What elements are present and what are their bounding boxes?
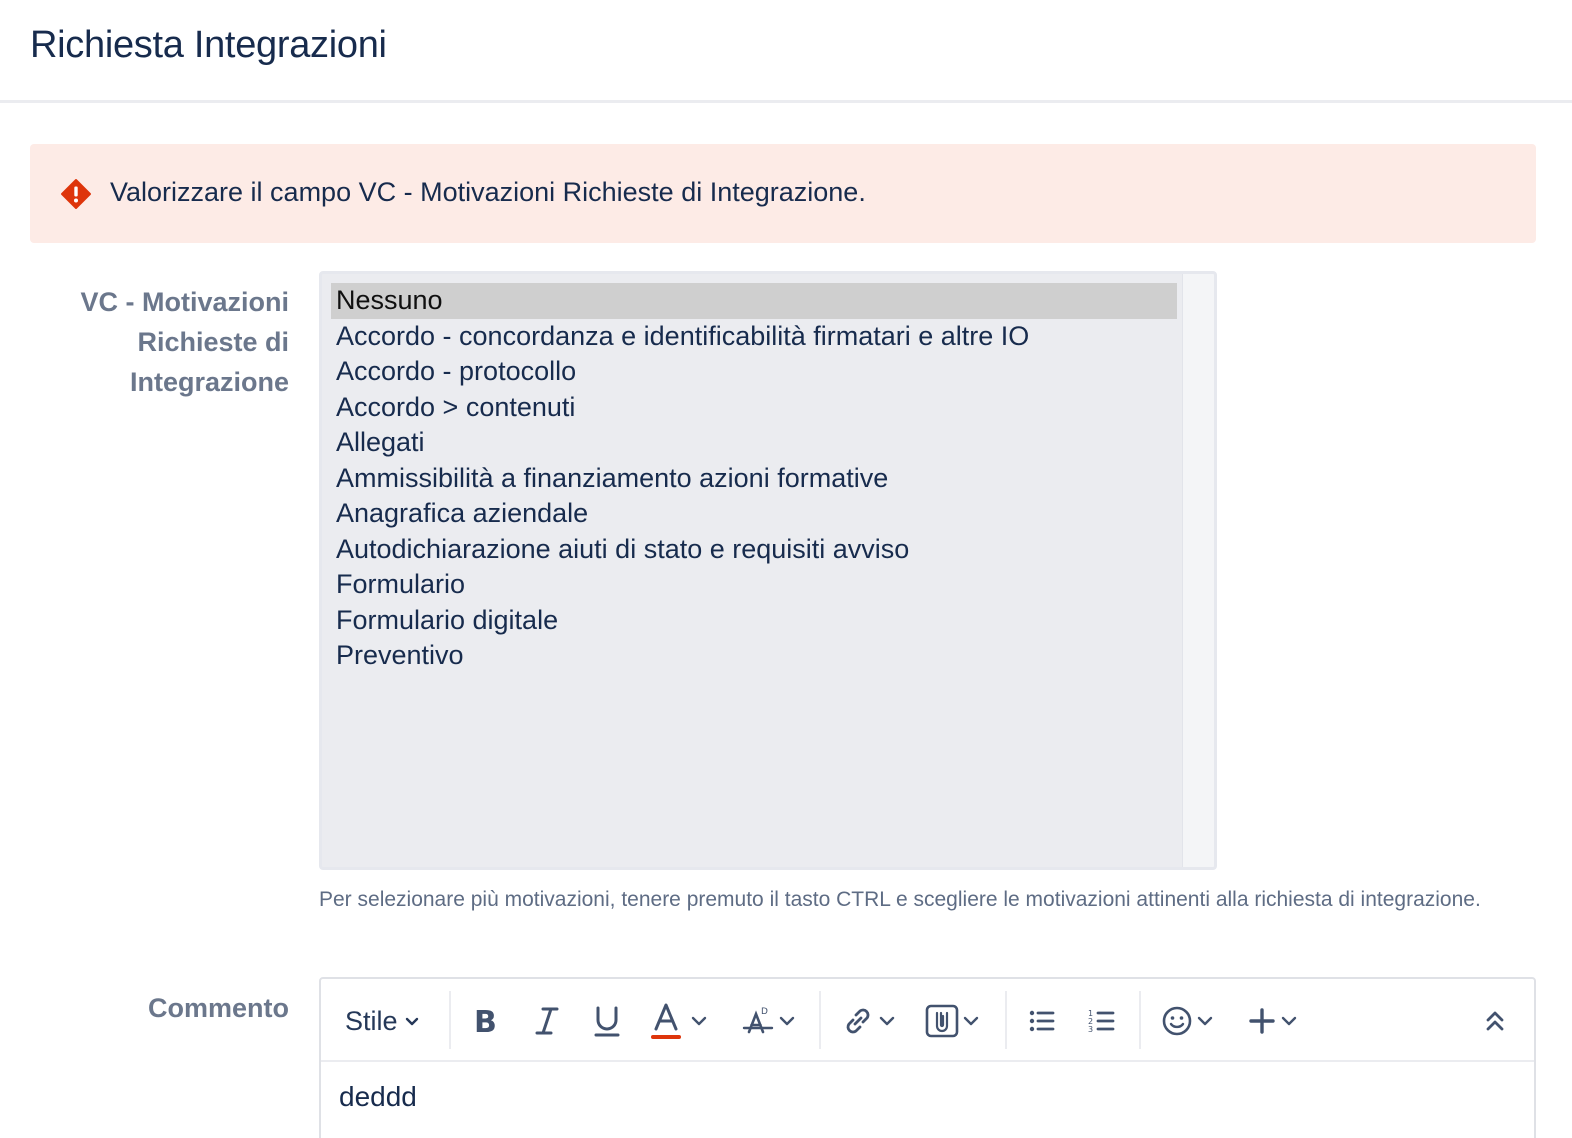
chevron-down-icon bbox=[875, 1013, 899, 1029]
numbered-list-icon bbox=[1087, 1006, 1117, 1036]
svg-text:3: 3 bbox=[1088, 1025, 1094, 1034]
commento-label: Commento bbox=[148, 993, 289, 1023]
motivazioni-label-line1: VC - Motivazioni bbox=[80, 287, 289, 317]
listbox-option[interactable]: Anagrafica aziendale bbox=[336, 498, 589, 528]
link-icon bbox=[841, 1004, 875, 1038]
emoji-button[interactable] bbox=[1161, 999, 1217, 1043]
svg-text:D: D bbox=[761, 1007, 768, 1017]
error-banner bbox=[30, 144, 1536, 243]
motivazioni-listbox[interactable] bbox=[319, 271, 1217, 870]
chevron-down-icon bbox=[775, 1013, 799, 1029]
page-title: Richiesta Integrazioni bbox=[30, 24, 387, 66]
motivazioni-label-line2: Richieste di bbox=[137, 327, 289, 357]
toolbar-separator bbox=[1139, 991, 1141, 1049]
clear-format-icon bbox=[741, 1004, 775, 1038]
chevron-down-icon bbox=[1277, 1013, 1301, 1029]
listbox-option[interactable]: Accordo - protocollo bbox=[336, 356, 577, 386]
error-message: Valorizzare il campo VC - Motivazioni Richieste di Integrazione. bbox=[110, 177, 866, 207]
page-header bbox=[0, 0, 1572, 103]
listbox-option[interactable]: Autodichiarazione aiuti di stato e requisiti avviso bbox=[336, 533, 910, 564]
comment-text[interactable]: deddd bbox=[339, 1081, 417, 1112]
link-button[interactable] bbox=[841, 999, 899, 1043]
collapse-toolbar-button[interactable] bbox=[1481, 999, 1509, 1043]
toolbar-separator bbox=[449, 991, 451, 1049]
plus-icon bbox=[1247, 1006, 1277, 1036]
chevron-down-icon bbox=[959, 1013, 983, 1029]
italic-button[interactable] bbox=[533, 999, 561, 1043]
comment-editor bbox=[319, 977, 1536, 1138]
listbox-option[interactable]: Formulario digitale bbox=[336, 604, 559, 635]
bold-button[interactable] bbox=[471, 999, 499, 1043]
attachment-icon bbox=[925, 1004, 959, 1038]
editor-toolbar bbox=[321, 979, 1534, 1062]
double-chevron-up-icon bbox=[1481, 1006, 1509, 1036]
style-dropdown[interactable] bbox=[345, 999, 420, 1043]
motivazioni-label bbox=[29, 282, 289, 402]
motivazioni-help-text: Per selezionare più motivazioni, tenere premuto il tasto CTRL e scegliere le motivazioni attinenti alla richiesta di integrazione. bbox=[319, 888, 1481, 911]
style-dropdown-label: Stile bbox=[345, 1005, 398, 1036]
insert-more-button[interactable] bbox=[1247, 999, 1301, 1043]
svg-text:B: B bbox=[474, 1005, 497, 1037]
underline-button[interactable] bbox=[592, 999, 622, 1043]
attachment-button[interactable] bbox=[925, 999, 983, 1043]
listbox-option[interactable]: Ammissibilità a finanziamento azioni formative bbox=[336, 462, 889, 493]
italic-icon bbox=[533, 1005, 561, 1037]
motivazioni-options bbox=[331, 283, 1177, 674]
listbox-option[interactable]: Formulario bbox=[336, 569, 466, 599]
bullet-list-icon bbox=[1027, 1006, 1057, 1036]
listbox-option[interactable]: Allegati bbox=[336, 427, 425, 457]
bold-icon bbox=[471, 1005, 499, 1037]
text-color-button[interactable] bbox=[649, 999, 711, 1043]
toolbar-separator bbox=[819, 991, 821, 1049]
svg-text:1: 1 bbox=[1088, 1009, 1094, 1018]
clear-format-button[interactable] bbox=[741, 999, 799, 1043]
chevron-down-icon bbox=[687, 1013, 711, 1029]
listbox-scrollbar[interactable] bbox=[1182, 274, 1214, 867]
chevron-down-icon bbox=[1193, 1013, 1217, 1029]
numbered-list-button[interactable] bbox=[1087, 999, 1117, 1043]
underline-icon bbox=[592, 1004, 622, 1038]
listbox-option[interactable]: Accordo > contenuti bbox=[336, 391, 576, 422]
listbox-option[interactable]: Accordo - concordanza e identificabilità firmatari e altre IO bbox=[336, 320, 1030, 351]
text-color-icon bbox=[649, 1001, 683, 1041]
toolbar-separator bbox=[1005, 991, 1007, 1049]
svg-text:2: 2 bbox=[1088, 1017, 1094, 1026]
error-icon bbox=[60, 178, 92, 210]
bullet-list-button[interactable] bbox=[1027, 999, 1057, 1043]
motivazioni-label-line3: Integrazione bbox=[129, 367, 289, 397]
listbox-option[interactable]: Nessuno bbox=[331, 283, 1177, 319]
listbox-option[interactable]: Preventivo bbox=[336, 640, 464, 670]
chevron-down-icon bbox=[404, 1013, 420, 1029]
emoji-icon bbox=[1161, 1005, 1193, 1037]
